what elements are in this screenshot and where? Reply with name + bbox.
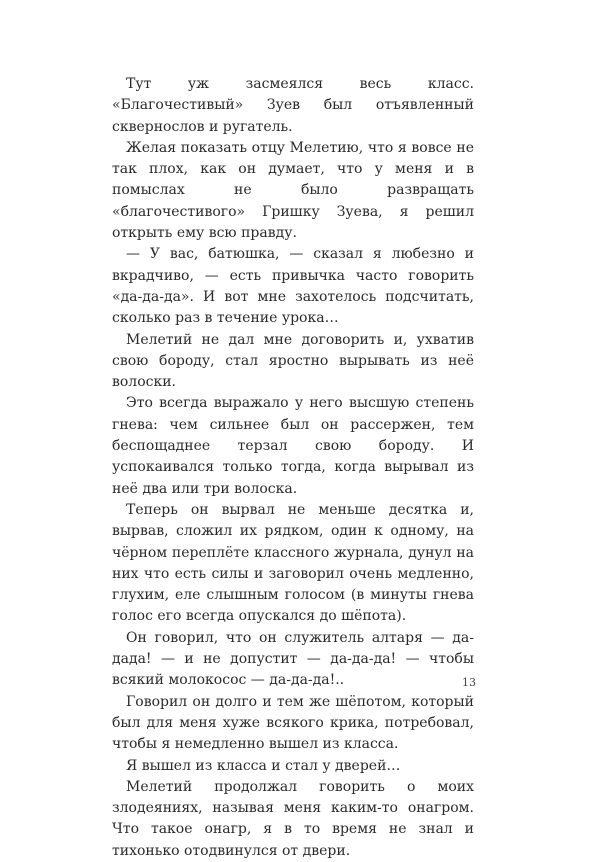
paragraph-10: Мелетий продолжал говорить о моих злодеяниях, называя меня каким-то онагром. Что такое онагр, я в то время не знал и тихонько отодвинулся от двери. bbox=[112, 778, 474, 859]
paragraph-2: Желая показать отцу Мелетию, что я вовсе не так плох, как он думает, что у меня и в помыслах не было развращать «благочестивого» Гришку Зуева, я решил открыть ему всю правду. bbox=[112, 139, 474, 242]
page-body-text bbox=[112, 74, 474, 862]
page-number: 13 bbox=[462, 676, 476, 689]
paragraph-1: Тут уж засмеялся весь класс. «Благочестивый» Зуев был отъявленный сквернослов и ругатель. bbox=[112, 76, 474, 135]
paragraph-6: Теперь он вырвал не меньше десятка и, вырвав, сложил их рядком, один к одному, на чёрном переплёте классного журнала, дунул на них что есть силы и заговорил очень медленно, глухим, еле слышным голосом (в минуты гнева голос его всегда опускался до шёпота). bbox=[112, 501, 474, 625]
paragraph-3: — У вас, батюшка, — сказал я любезно и вкрадчиво, — есть привычка часто говорить «да-да-да». И вот мне захотелось подсчитать, сколько раз в течение урока… bbox=[112, 246, 474, 327]
paragraph-4: Мелетий не дал мне договорить и, ухватив свою бороду, стал яростно вырывать из неё волоски. bbox=[112, 331, 474, 391]
paragraph-7: Он говорил, что он служитель алтаря — да-дада! — и не допустит — да-да-да! — чтобы всякий молокосос — да-да-да!.. bbox=[112, 629, 474, 689]
paragraph-9: Я вышел из класса и стал у дверей… bbox=[126, 757, 401, 774]
paragraph-8: Говорил он долго и тем же шёпотом, который был для меня хуже всякого крика, потребовал, чтобы я немедленно вышел из класса. bbox=[112, 693, 474, 753]
paragraph-5: Это всегда выражало у него высшую степень гнева: чем сильнее был он рассержен, тем беспощаднее терзал свою бороду. И успокаивался только тогда, когда вырывал из неё два или три волоска. bbox=[112, 395, 474, 497]
